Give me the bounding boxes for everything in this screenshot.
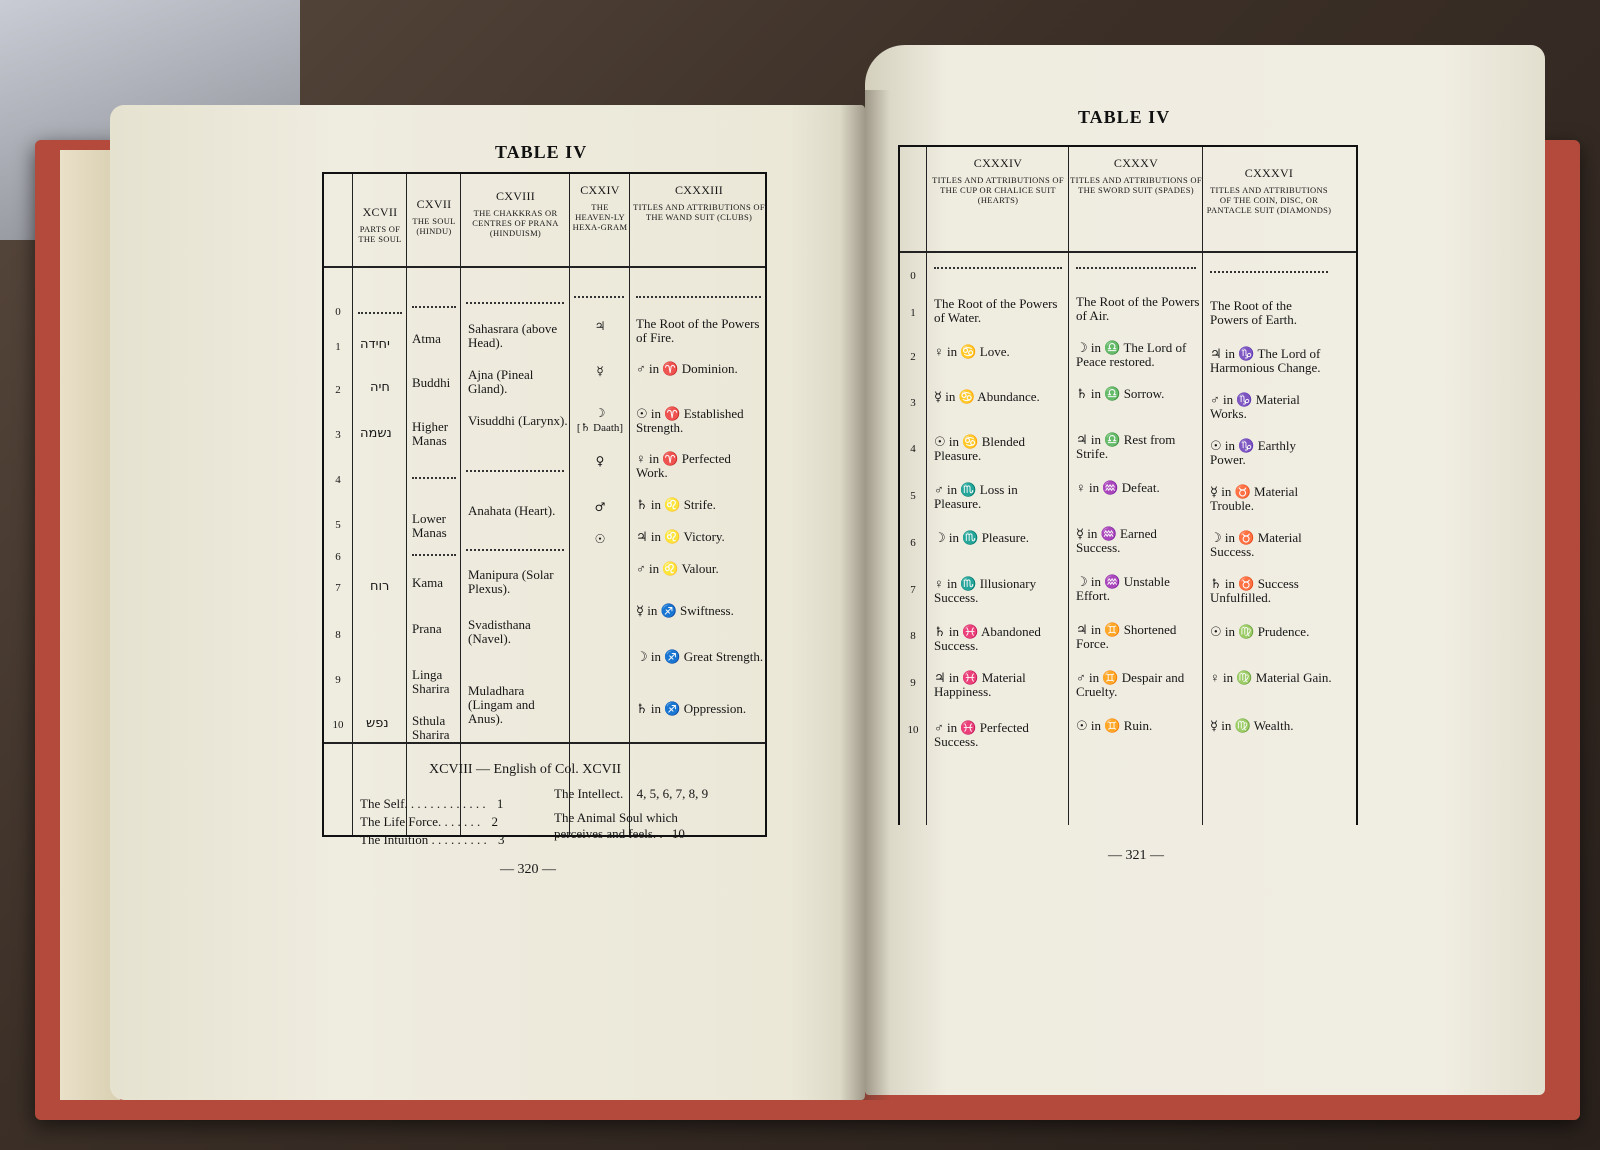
swords-2: ☽ in ♎ The Lord of Peace restored. bbox=[1076, 340, 1187, 369]
row-number: 9 bbox=[335, 674, 341, 686]
row-number: 5 bbox=[335, 519, 341, 531]
coins-5: ☿ in ♉ Material Trouble. bbox=[1210, 484, 1299, 513]
header-xcvii: XCVII PARTS OF THE SOUL bbox=[358, 205, 402, 244]
footer-intuition: The Intuition . . . . . . . . . 3 bbox=[360, 832, 505, 847]
swords-10: ☉ in ♊ Ruin. bbox=[1076, 718, 1153, 733]
hexagram-mars: ♂ bbox=[594, 500, 606, 514]
coins-10: ☿ in ♍ Wealth. bbox=[1210, 718, 1294, 733]
right-page-number: — 321 — bbox=[1108, 848, 1164, 863]
swords-4: ♃ in ♎ Rest from Strife. bbox=[1076, 432, 1176, 461]
chakra-svadisthana: Svadisthana (Navel). bbox=[468, 617, 531, 646]
swords-5: ♀ in ♒ Defeat. bbox=[1076, 480, 1160, 495]
swords-3: ♄ in ♎ Sorrow. bbox=[1076, 386, 1165, 401]
swords-7: ☽ in ♒ Unstable Effort. bbox=[1076, 574, 1170, 603]
cups-3: ☿ in ♋ Abundance. bbox=[934, 389, 1040, 404]
hebrew-neshamah: נשמה bbox=[360, 426, 392, 441]
swords-9: ♂ in ♊ Despair and Cruelty. bbox=[1076, 670, 1185, 699]
row-number: 9 bbox=[910, 677, 916, 689]
cups-10: ♂ in ♓ Perfected Success. bbox=[934, 720, 1029, 749]
row-number: 10 bbox=[907, 724, 919, 736]
swords-6: ☿ in ♒ Earned Success. bbox=[1076, 526, 1157, 555]
wands-2: ♂ in ♈ Dominion. bbox=[636, 361, 738, 376]
wands-7: ♂ in ♌ Valour. bbox=[636, 561, 719, 576]
row-number: 8 bbox=[335, 629, 341, 641]
coins-6: ☽ in ♉ Material Success. bbox=[1210, 530, 1302, 559]
hexagram-venus: ♀ bbox=[595, 454, 605, 468]
footer-animal-soul: The Animal Soul which perceives and feels. . 10 bbox=[554, 810, 685, 841]
chakra-anahata: Anahata (Heart). bbox=[468, 503, 556, 518]
wands-3: ☉ in ♈ Established Strength. bbox=[636, 406, 744, 435]
left-table-title: TABLE IV bbox=[495, 142, 588, 162]
header-cxxxvi: CXXXVI TITLES AND ATTRIBUTIONS OF THE COIN, DISC, OR PANTACLE SUIT (DIAMONDS) bbox=[1206, 166, 1332, 215]
hexagram-mercury: ☿ bbox=[596, 364, 604, 378]
header-cxviii: CXVIII THE CHAKKRAS OR CENTRES OF PRANA (HINDUISM) bbox=[472, 189, 559, 238]
header-cxxxv: CXXXV TITLES AND ATTRIBUTIONS OF THE SWORD SUIT (SPADES) bbox=[1070, 156, 1202, 195]
wands-6: ♃ in ♌ Victory. bbox=[636, 529, 725, 544]
footer-life-force: The Life Force. . . . . . . 2 bbox=[360, 814, 498, 829]
soul-prana: Prana bbox=[412, 621, 442, 636]
header-cxvii: CXVII THE SOUL (HINDU) bbox=[412, 197, 456, 236]
row-number: 3 bbox=[910, 397, 916, 409]
left-table bbox=[322, 172, 767, 847]
row-number: 6 bbox=[910, 537, 916, 549]
row-number: 7 bbox=[910, 584, 916, 596]
soul-atma: Atma bbox=[412, 331, 441, 346]
cups-5: ♂ in ♏ Loss in Pleasure. bbox=[934, 482, 1018, 511]
header-cxxxiv: CXXXIV TITLES AND ATTRIBUTIONS OF THE CUP OR CHALICE SUIT (HEARTS) bbox=[932, 156, 1064, 205]
row-number: 3 bbox=[335, 429, 341, 441]
cups-9: ♃ in ♓ Material Happiness. bbox=[934, 670, 1026, 699]
footer-heading: XCVIII — English of Col. XCVII bbox=[429, 762, 622, 777]
row-number: 5 bbox=[910, 490, 916, 502]
right-table bbox=[898, 145, 1358, 825]
chakra-visuddhi: Visuddhi (Larynx). bbox=[468, 413, 568, 428]
row-number: 6 bbox=[335, 551, 341, 563]
cups-6: ☽ in ♏ Pleasure. bbox=[934, 530, 1029, 545]
hexagram-jupiter: ♃ bbox=[594, 319, 606, 333]
wands-4: ♀ in ♈ Perfected Work. bbox=[636, 451, 731, 480]
row-number: 4 bbox=[335, 474, 341, 486]
cups-4: ☉ in ♋ Blended Pleasure. bbox=[934, 434, 1026, 463]
hebrew-chiah: חיה bbox=[370, 380, 390, 395]
cups-8: ♄ in ♓ Abandoned Success. bbox=[934, 624, 1041, 653]
hexagram-sun: ☉ bbox=[594, 532, 606, 546]
hebrew-nephesh: נפש bbox=[366, 716, 389, 731]
chakra-muladhara: Muladhara (Lingam and Anus). bbox=[468, 683, 535, 726]
row-number: 10 bbox=[332, 719, 344, 731]
coins-2: ♃ in ♑ The Lord of Harmonious Change. bbox=[1210, 346, 1321, 375]
cups-ace: The Root of the Powers of Water. bbox=[934, 296, 1058, 325]
hebrew-ruach: רוח bbox=[370, 579, 390, 594]
header-cxxiv: CXXIV THE HEAVEN-LY HEXA-GRAM bbox=[572, 183, 628, 232]
row-number: 2 bbox=[335, 384, 341, 396]
right-table-title: TABLE IV bbox=[1078, 107, 1171, 127]
coins-4: ☉ in ♑ Earthly Power. bbox=[1210, 438, 1296, 467]
row-number: 0 bbox=[910, 270, 916, 282]
cups-2: ♀ in ♋ Love. bbox=[934, 344, 1010, 359]
chakra-manipura: Manipura (Solar Plexus). bbox=[468, 567, 554, 596]
soul-lower-manas: Lower Manas bbox=[412, 511, 447, 540]
hebrew-yechidah: יחידה bbox=[360, 337, 390, 352]
left-page-number: — 320 — bbox=[500, 862, 556, 877]
cups-7: ♀ in ♏ Illusionary Success. bbox=[934, 576, 1037, 605]
row-number: 0 bbox=[335, 306, 341, 318]
row-number: 1 bbox=[335, 341, 341, 353]
soul-higher-manas: Higher Manas bbox=[412, 419, 449, 448]
soul-linga-sharira: Linga Sharira bbox=[412, 667, 450, 696]
swords-8: ♃ in ♊ Shortened Force. bbox=[1076, 622, 1177, 651]
coins-9: ♀ in ♍ Material Gain. bbox=[1210, 670, 1332, 685]
hexagram-moon: ☽ bbox=[594, 406, 606, 420]
wands-8: ☿ in ♐ Swiftness. bbox=[636, 603, 734, 618]
chakra-sahasrara: Sahasrara (above Head). bbox=[468, 321, 558, 350]
coins-ace: The Root of the Powers of Earth. bbox=[1210, 298, 1298, 327]
row-number: 1 bbox=[910, 307, 916, 319]
wands-10: ♄ in ♐ Oppression. bbox=[636, 701, 747, 716]
header-cxxxiii: CXXXIII TITLES AND ATTRIBUTIONS OF THE WAND SUIT (CLUBS) bbox=[633, 183, 765, 222]
wands-5: ♄ in ♌ Strife. bbox=[636, 497, 716, 512]
footer-self: The Self. . . . . . . . . . . . . 1 bbox=[360, 796, 504, 811]
soul-buddhi: Buddhi bbox=[412, 375, 451, 390]
row-number: 4 bbox=[910, 443, 916, 455]
soul-sthula-sharira: Sthula Sharira bbox=[412, 713, 450, 742]
hexagram-daath: [♄ Daath] bbox=[576, 422, 624, 434]
row-number: 2 bbox=[910, 351, 916, 363]
footer-intellect: The Intellect. 4, 5, 6, 7, 8, 9 bbox=[554, 786, 709, 801]
coins-8: ☉ in ♍ Prudence. bbox=[1210, 624, 1310, 639]
wands-ace: The Root of the Powers of Fire. bbox=[636, 316, 760, 345]
swords-ace: The Root of the Powers of Air. bbox=[1076, 294, 1200, 323]
row-number: 8 bbox=[910, 630, 916, 642]
chakra-ajna: Ajna (Pineal Gland). bbox=[468, 367, 534, 396]
soul-kama: Kama bbox=[412, 575, 444, 590]
wands-9: ☽ in ♐ Great Strength. bbox=[636, 649, 764, 664]
row-number: 7 bbox=[335, 582, 341, 594]
coins-3: ♂ in ♑ Material Works. bbox=[1210, 392, 1300, 421]
coins-7: ♄ in ♉ Success Unfulfilled. bbox=[1210, 576, 1299, 605]
